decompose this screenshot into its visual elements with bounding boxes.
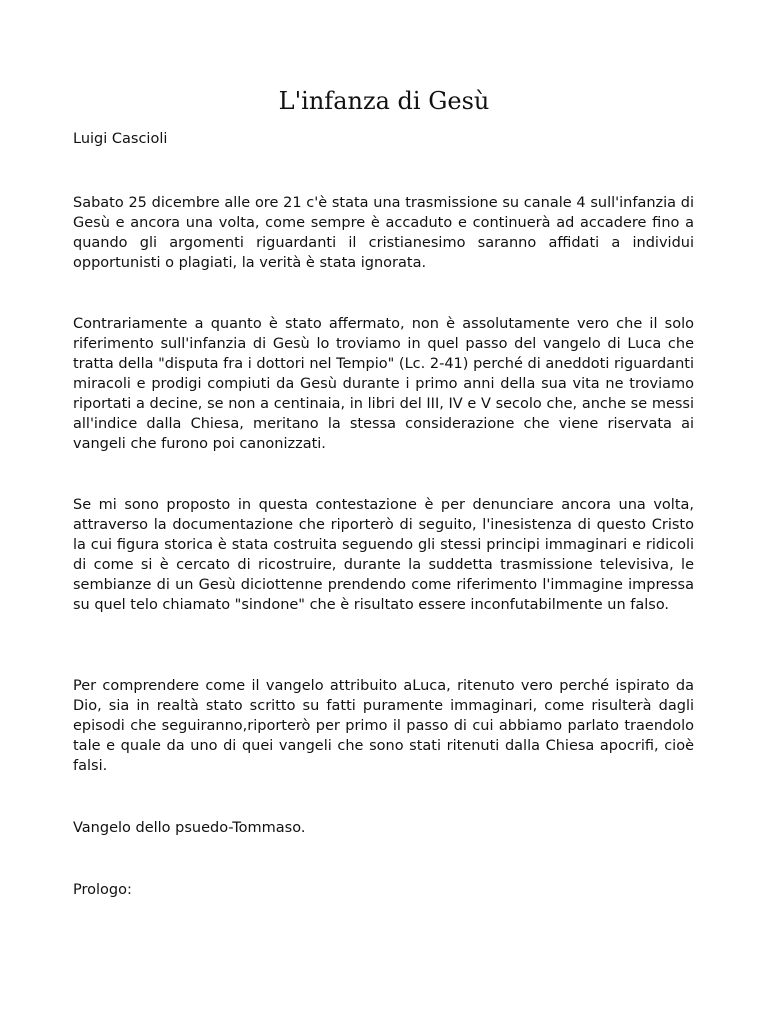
section-heading: Vangelo dello psuedo-Tommaso. xyxy=(73,820,306,836)
paragraph: Per comprendere come il vangelo attribuito aLuca, ritenuto vero perché ispirato da Dio, sia in realtà stato scritto su fatti puramente immaginari, come risulterà dagli episodi che seguiranno,riporterò per primo il passo di cui abbiamo parlato traendolo tale e quale da uno di quei vangeli che sono stati ritenuti dalla Chiesa apocrifi, cioè falsi. xyxy=(73,678,694,774)
paragraph: Se mi sono proposto in questa contestazione è per denunciare ancora una volta, attraverso la documentazione che riporterò di seguito, l'inesistenza di questo Cristo la cui figura storica è stata costruita seguendo gli stessi principi immaginari e ridicoli di come si è cercato di ricostruire, durante la suddetta trasmissione televisiva, le sembianze di un Gesù diciottenne prendendo come riferimento l'immagine impressa su quel telo chiamato "sindone" che è risultato essere inconfutabilmente un falso. xyxy=(73,497,694,613)
paragraph: Contrariamente a quanto è stato affermato, non è assolutamente vero che il solo riferimento sull'infanzia di Gesù lo troviamo in quel passo del vangelo di Luca che tratta della "disputa fra i dottori nel Tempio" (Lc. 2-41) perché di aneddoti riguardanti miracoli e prodigi compiuti da Gesù durante i primo anni della sua vita ne troviamo riportati a decine, se non a centinaia, in libri del III, IV e V secolo che, anche se messi all'indice dalla Chiesa, meritano la stessa considerazione che viene riservata ai vangeli che furono poi canonizzati. xyxy=(73,316,694,452)
author-name: Luigi Cascioli xyxy=(73,131,168,147)
paragraph: Sabato 25 dicembre alle ore 21 c'è stata una trasmissione su canale 4 sull'infanzia di Gesù e ancora una volta, come sempre è accaduto e continuerà ad accadere fino a quando gli argomenti riguardanti il cristianesimo saranno affidati a individui opportunisti o plagiati, la verità è stata ignorata. xyxy=(73,195,694,271)
document-title: L'infanza di Gesù xyxy=(278,87,490,115)
section-heading: Prologo: xyxy=(73,882,132,898)
